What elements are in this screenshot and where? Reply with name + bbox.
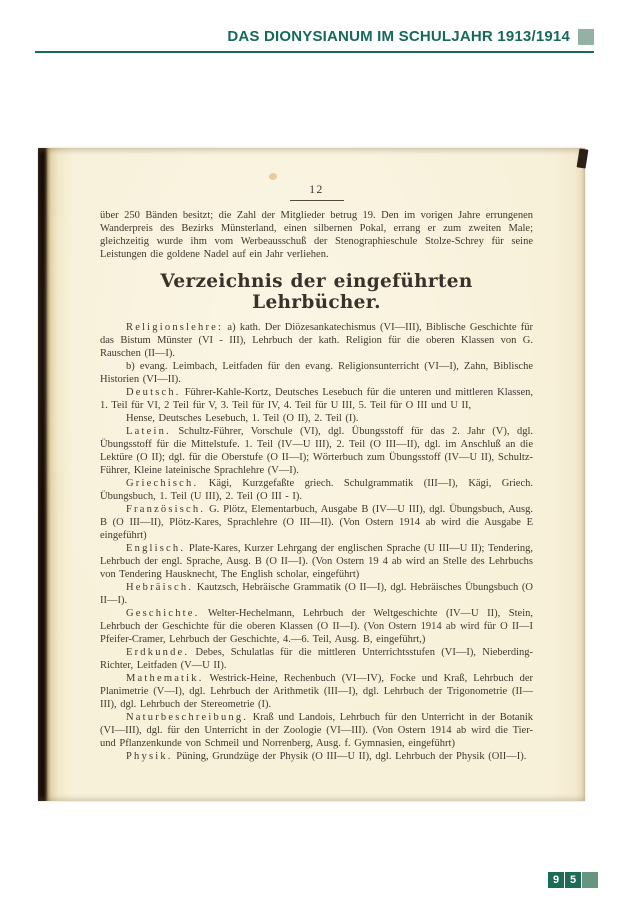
entry-lead: Geschichte. [126, 608, 200, 619]
entry-lead: Englisch. [126, 543, 186, 554]
entry-text: Welter-Hechelmann, Lehrbuch der Weltgeschichte (IV—U II), Stein, Lehrbuch der Geschichte für die oberen Klassen (O II—I). (Von Ostern 1914 ab wird für O II—I Pfeifer-Cramer, Lehrbuch der Geschichte, 4.—6. Teil, Ausg. B, eingeführt,) [100, 608, 533, 645]
intro-paragraph: über 250 Bänden besitzt; die Zahl der Mitglieder betrug 19. Den im vorigen Jahre errungenen Wanderpreis des Bezirks Münsterland, einen silbernen Pokal, errang er zum zweiten Male; gleichzeitig wurde ihm vom Werbeausschuß der Stenographieschule Stolze-Schrey für seine Leistungen die goldene Nadel auf ein Jahr verliehen. [100, 210, 533, 260]
section-heading: Verzeichnis der eingeführten Lehrbücher. [160, 271, 473, 313]
footer-page-digit-box: 9 [548, 872, 564, 888]
entry-text: Kautzsch, Hebräische Grammatik (O II—I), dgl. Hebräisches Übungsbuch (O II—I). [100, 582, 533, 606]
entry-evang [100, 360, 533, 386]
scan-corner-mark [577, 148, 589, 168]
entry-text: Westrick-Heine, Rechenbuch (VI—IV), Focke und Kraß, Lehrbuch der Planimetrie (V—I), dgl. Lehrbuch der Arithmetik (III—I), dgl. Lehrbuch der Trigonometrie (II—III), dgl. Lehrbuch der Stereometrie (I). [100, 673, 533, 710]
entry-naturbeschreibung [100, 711, 533, 750]
journal-header-title: DAS DIONYSIANUM IM SCHULJAHR 1913/1914 [227, 28, 570, 45]
entry-lead: Latein. [126, 426, 171, 437]
entry-hebraeisch [100, 581, 533, 607]
footer-page-marker-square [582, 872, 598, 888]
entry-lead: Naturbeschreibung. [126, 712, 249, 723]
footer-page-digit-box: 5 [565, 872, 581, 888]
entry-griechisch [100, 477, 533, 503]
entry-hense [100, 412, 533, 425]
entry-lead: Erdkunde. [126, 647, 190, 658]
paper-stain [269, 173, 277, 180]
entry-lead: Französisch. [126, 504, 206, 515]
entry-lead: Hebräisch. [126, 582, 194, 593]
entry-physik [100, 750, 533, 763]
entry-text: Püning, Grundzüge der Physik (O III—U II), dgl. Lehrbuch der Physik (OII—I). [172, 751, 527, 762]
entry-lead: Religionslehre: [126, 322, 224, 333]
entry-text: Plate-Kares, Kurzer Lehrgang der englischen Sprache (U III—U II); Tendering, Lehrbuch der engl. Sprache, Ausg. B (O II—I). (Von Ostern 19 4 ab wird an Stelle des Lehrbuchs von Tendering Hausknecht, The English scholar, eingeführt) [100, 543, 533, 580]
entry-latein [100, 425, 533, 477]
entry-mathematik [100, 672, 533, 711]
page-text-block [100, 184, 533, 763]
entry-lead: Griechisch. [126, 478, 199, 489]
entry-text: Schultz-Führer, Vorschule (VI), dgl. Übungsstoff für das 2. Jahr (V), dgl. Übungsstoff für die Mittelstufe. 1. Teil (IV—U III), 2. Teil (O III—II), dgl. im Anschluß an die Lektüre (O II); dgl. für die Oberstufe (O II—I); Wörterbuch zum Übungsstoff (IV—U II), Schultz-Führer, Kleine lateinische Sprachlehre (V—I). [100, 426, 533, 476]
entry-text: Kägi, Kurzgefaßte griech. Schulgrammatik (III—I), Kägi, Griech. Übungsbuch, 1. Teil (U III), 2. Teil (O III - I). [100, 478, 533, 502]
entry-lead: Physik. [126, 751, 173, 762]
entry-lead: Mathematik. [126, 673, 204, 684]
header-rule [35, 51, 594, 53]
entry-englisch [100, 542, 533, 581]
entry-franzoesisch [100, 503, 533, 542]
entry-erdkunde [100, 646, 533, 672]
entry-lead: Deutsch. [126, 387, 181, 398]
entry-text: G. Plötz, Elementarbuch, Ausgabe B (IV—U III), dgl. Übungsbuch, Ausg. B (O III—II), Plötz-Kares, Sprachlehre (O III—II). (Von Ostern 1914 ab wird die Ausgabe E eingeführt) [100, 504, 533, 541]
entry-text: Debes, Schulatlas für die mittleren Unterrichtsstufen (VI—I), Nieberding-Richter, Leitfaden (V—U II). [100, 647, 533, 671]
entry-religionslehre [100, 321, 533, 360]
entry-deutsch [100, 386, 533, 412]
entry-text: b) evang. Leimbach, Leitfaden für den evang. Religionsunterricht (VI—I), Zahn, Biblische Historien (VI—II). [100, 361, 533, 385]
header-accent-square [578, 29, 594, 45]
scanned-page [38, 148, 585, 801]
entry-text: a) kath. Der Diözesankatechismus (VI—III), Biblische Geschichte für das Bistum Münster (VI - III), Lehrbuch der kath. Religion für die oberen Klassen von G. Rauschen (II—I). [100, 322, 533, 359]
entry-text: Kraß und Landois, Lehrbuch für den Unterricht in der Botanik (VI—III), dgl. für den Unterricht in der Zoologie (VI—III). (Von Ostern 1914 ab wird die Tier- und Pflanzenkunde von Schmeil und Norrenberg, Ausg. f. Gymnasien, eingeführt) [100, 712, 533, 749]
printed-page-number: 12 [290, 184, 344, 201]
entry-geschichte [100, 607, 533, 646]
entry-text: Führer-Kahle-Kortz, Deutsches Lesebuch für die unteren und mittleren Klassen, 1. Teil für VI, 2 Teil für V, 3. Teil für IV, 4. Teil für U III, 5. Teil für O III und U II, [100, 387, 533, 411]
entry-text: Hense, Deutsches Lesebuch, 1. Teil (O II), 2. Teil (I). [126, 413, 359, 424]
